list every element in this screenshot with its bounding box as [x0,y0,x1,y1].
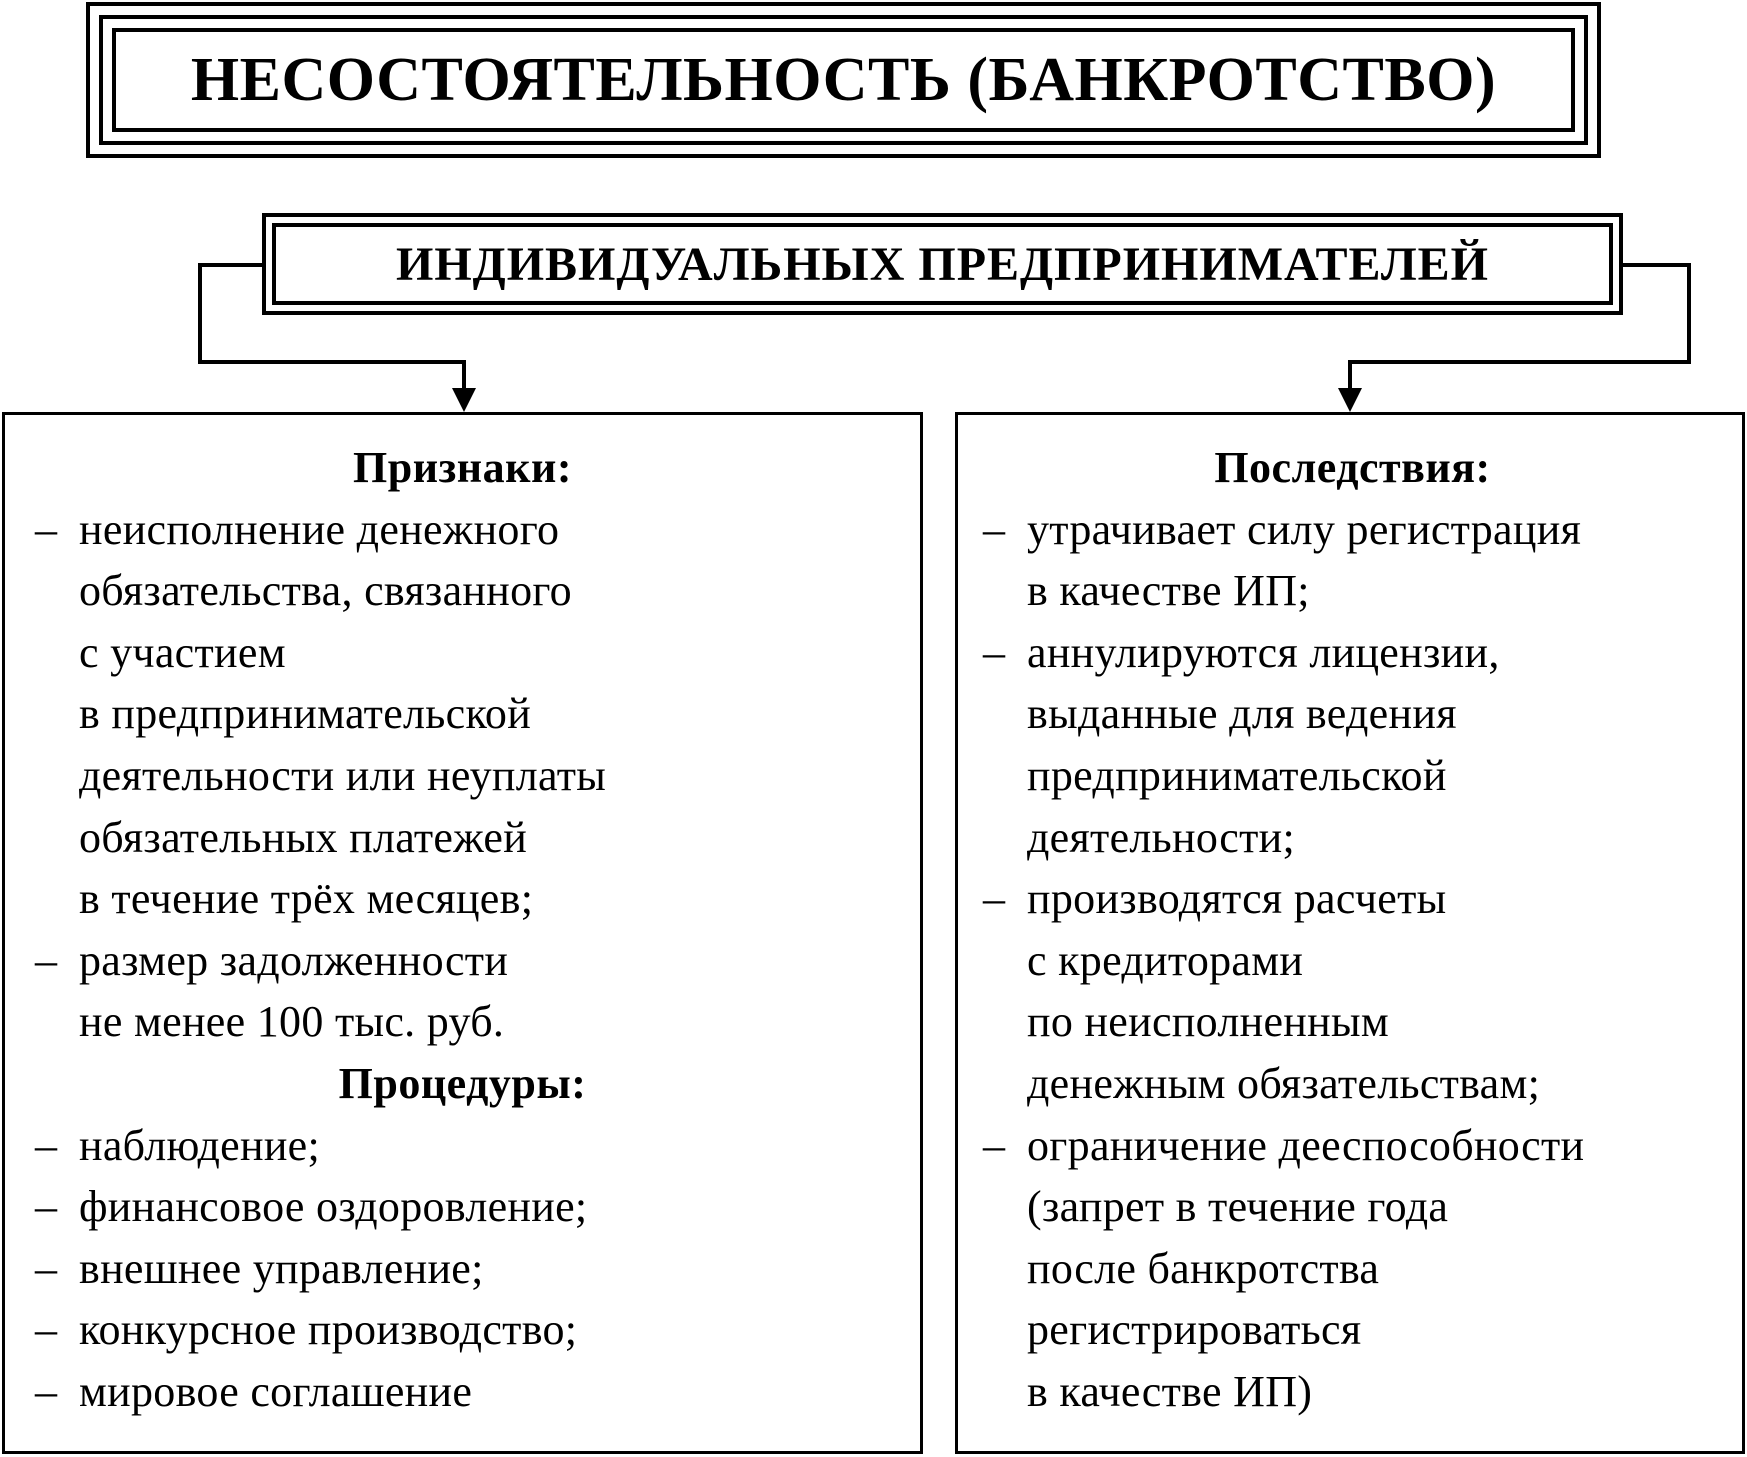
list-item-text: конкурсное производство; [79,1305,578,1355]
bullet-dash: – [35,935,58,985]
bullet-dash: – [35,1243,58,1293]
list-item-text: наблюдение; [79,1120,321,1170]
page-title: НЕСОСТОЯТЕЛЬНОСТЬ (БАНКРОТСТВО) [112,28,1575,132]
arrow-down-left-icon [452,388,476,412]
list-item [983,499,1732,622]
list-item [35,1115,910,1177]
signs-list [35,499,910,1053]
list-item [983,868,1732,1114]
bullet-dash: – [35,1182,58,1232]
consequences-panel [955,412,1745,1454]
list-item [35,930,910,1053]
consequences-list [983,499,1732,1423]
procedures-heading: Процедуры: [338,1058,587,1108]
title-frame-inner [99,15,1588,145]
bullet-dash: – [35,504,58,554]
bullet-dash: – [35,1120,58,1170]
bullet-dash: – [983,504,1006,554]
title-box [86,2,1601,158]
list-item [983,1115,1732,1423]
bullet-dash: – [983,1120,1006,1170]
subtitle: ИНДИВИДУАЛЬНЫХ ПРЕДПРИНИМАТЕЛЕЙ [272,223,1613,305]
list-item-text: аннулируются лицензии, выданные для ведения предпринимательской деятельности; [1027,627,1500,862]
list-item-text: утрачивает силу регистрация в качестве ИП; [1027,504,1582,616]
list-item [35,499,910,930]
list-item-text: неисполнение денежного обязательства, связанного с участием в предпринимательской деятельности или неуплаты обязательных платежей в течение трёх месяцев; [79,504,607,924]
list-item [35,1299,910,1361]
bullet-dash: – [983,627,1006,677]
bullet-dash: – [35,1305,58,1355]
procedures-list [35,1115,910,1423]
list-item-text: производятся расчеты с кредиторами по неисполненным денежным обязательствам; [1027,874,1541,1108]
signs-heading: Признаки: [353,443,572,492]
bullet-dash: – [983,874,1006,924]
list-item-text: мировое соглашение [79,1366,473,1416]
list-item-text: размер задолженности не менее 100 тыс. руб. [79,935,509,1047]
bullet-dash: – [35,1366,58,1416]
signs-procedures-panel [2,412,923,1454]
list-item [983,622,1732,868]
list-item [35,1361,910,1423]
list-item [35,1238,910,1300]
arrow-down-right-icon [1338,388,1362,412]
list-item-text: финансовое оздоровление; [79,1182,588,1232]
subtitle-box [262,213,1623,315]
list-item [35,1176,910,1238]
list-item-text: ограничение дееспособности (запрет в течение года после банкротства регистрироваться в качестве ИП) [1027,1120,1585,1416]
list-item-text: внешнее управление; [79,1243,484,1293]
consequences-heading: Последствия: [1214,443,1491,492]
